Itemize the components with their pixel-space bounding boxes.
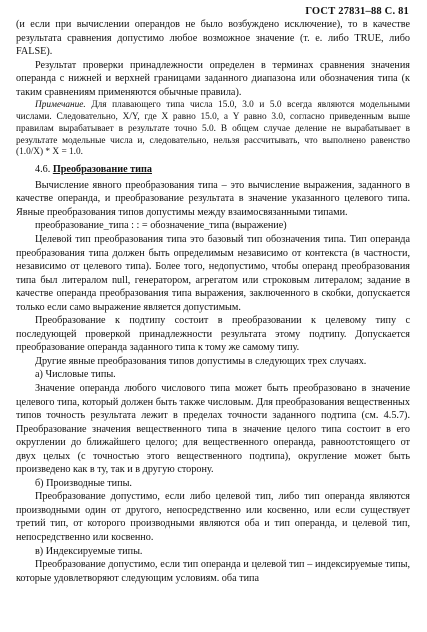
list-item-derived-types: б) Производные типы. xyxy=(35,477,132,489)
page-header: ГОСТ 27831–88 С. 81 xyxy=(305,6,409,17)
paragraph-array-types: Преобразование допустимо, если тип операнда и целевой тип – индексируемые типы, которые удовлетворяют следующим условиям. оба типа xyxy=(16,559,410,584)
section-number: 4.6. xyxy=(35,164,51,176)
note-label: Примечание. xyxy=(35,100,86,111)
paragraph-derived-types: Преобразование допустимо, если либо целевой тип, либо тип операнда являются производными один от другого, непосредственно или косвенно, или если существует третий тип, от которого производными являются оба и тип операнда, и целевой тип, непосредственно или косвенно. xyxy=(16,491,410,544)
paragraph-continuation: (и если при вычислении операндов не было возбуждено исключение), то в качестве результата сравнения допустимо любое возможное значение (т. е. либо TRUE, либо FALSE). xyxy=(16,19,410,58)
list-item-numeric-types: а) Числовые типы. xyxy=(35,369,116,381)
list-item-array-types: в) Индексируемые типы. xyxy=(35,545,143,557)
syntax-rule: преобразование_типа : : = обозначение_типа (выражение) xyxy=(35,220,287,232)
page-body xyxy=(16,18,410,585)
section-title: Преобразование типа xyxy=(52,164,153,176)
note-paragraph xyxy=(16,100,410,159)
paragraph-membership-result: Результат проверки принадлежности определен в терминах сравнения значения операнда с нижней и верхней границами заданного диапазона или обозначения типа (к таким сравнениям применяются обычные правила). xyxy=(16,59,410,98)
paragraph-subtype-conversion: Преобразование к подтипу состоит в преобразовании к целевому типу с последующей проверкой принадлежности результата этому подтипу. Допускается преобразование операнда заданного типа к тому же самому типу. xyxy=(16,315,410,354)
section-heading xyxy=(35,163,410,177)
note-text: Для плавающего типа числа 15.0, 3.0 и 5.0 всегда являются модельными числами. Следовательно, X/Y, где X равно 15.0, а Y равно 3.0, согласно приведенным выше правилам вырабатывает в результате точно 5.0. В общем случае деление не вырабатывает в результате модельные числа и, следовательно, нельзя рассчитывать, что выполнено равенство (1.0/X) * X = 1.0. xyxy=(16,100,411,158)
paragraph-numeric-types: Значение операнда любого числового типа может быть преобразовано в значение целевого типа, который должен быть также числовым. Для преобразования вещественных типов точность результата лежит в пределах точности заданного подтипа (см. 4.5.7). Преобразование значения вещественного типа в значение целого типа состоит в его округлении до ближайшего целого; для вещественного операнда, равноотстоящего от двух целых (с точностью этого вещественного подтипа), округление может быть произведено как в ту, так и в другую сторону. xyxy=(16,383,410,476)
paragraph-conversion-definition: Вычисление явного преобразования типа – это вычисление выражения, заданного в качестве операнда, и преобразование результата в значение указанного целевого типа. Явные преобразования типов допустимы между взаимосвязанными типами. xyxy=(16,179,410,218)
paragraph-target-type: Целевой тип преобразования типа это базовый тип обозначения типа. Тип операнда преобразования типа должен быть определимым независимо от контекста (в частности, независимо от целевого типа). Более того, недопустимо, чтобы операнд преобразования типа был литералом null, генератором, агрегатом или строковым литералом; задание в качестве операнда преобразования типа выражения, заключенного в скобки, допускается только если само выражение является допустимым. xyxy=(16,234,410,313)
paragraph-other-cases: Другие явные преобразования типов допустимы в следующих трех случаях. xyxy=(35,355,367,367)
